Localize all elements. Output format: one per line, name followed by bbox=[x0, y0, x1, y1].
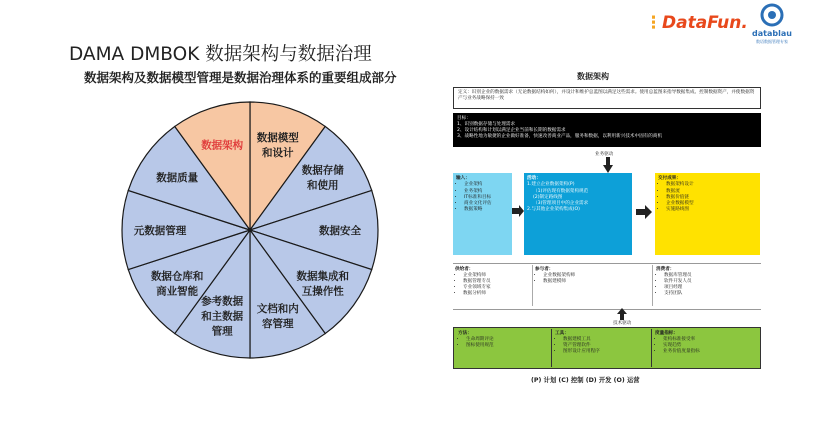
technical-driver-arrow bbox=[617, 308, 627, 320]
methods-tools-metrics-box bbox=[453, 327, 761, 369]
output-item: • 数据价值链 bbox=[666, 195, 757, 201]
participant-item: • 数据建模师 bbox=[543, 279, 575, 285]
page-title: DAMA DMBOK 数据架构与数据治理 bbox=[69, 44, 372, 65]
wheel-segment-label: 数据安全 bbox=[319, 225, 361, 237]
activity-item: 2.与其他企业架构集成(O) bbox=[527, 207, 580, 213]
supplier-item: • 数据分析师 bbox=[463, 291, 491, 297]
output-item: • 企业数据模型 bbox=[666, 201, 757, 207]
page-subtitle: 数据架构及数据模型管理是数据治理体系的重要组成部分 bbox=[84, 70, 397, 85]
datablau-logo-text: datablau bbox=[752, 29, 792, 38]
output-item: • 数据架构设计 bbox=[666, 182, 757, 188]
divider bbox=[551, 329, 552, 367]
participants-title: 参与者： bbox=[535, 267, 554, 272]
wheel-segment-label: 数据架构 bbox=[201, 139, 244, 152]
wheel-segment-label: 元数据管理 bbox=[133, 225, 187, 237]
participants-column bbox=[535, 267, 575, 285]
suppliers-title: 供给者： bbox=[455, 267, 474, 272]
wheel-segment-label: 和使用 bbox=[307, 179, 339, 192]
activity-item: （3)管理项目中的企业需求 bbox=[533, 201, 589, 207]
outputs-title: 交付成果： bbox=[658, 176, 681, 181]
arrow-input-to-activity bbox=[512, 205, 524, 217]
supplier-item: • 数据管理专员 bbox=[463, 279, 491, 285]
methods-title: 方法： bbox=[458, 331, 472, 336]
goal-item: 2、设计结构和计划以满足企业当前和长期的数据需求 bbox=[457, 128, 566, 133]
stakeholders-row bbox=[453, 263, 761, 310]
participant-item: • 企业数据架构师 bbox=[543, 273, 575, 279]
data-governance-wheel bbox=[115, 95, 385, 365]
suppliers-column bbox=[455, 267, 491, 297]
datafun-logo-text: DataFun. bbox=[662, 13, 748, 33]
consumer-item: • 项目经理 bbox=[664, 285, 692, 291]
datablau-logo-tagline: 数语数据管理专家 bbox=[756, 39, 788, 44]
tool-item: • 资产管理软件 bbox=[563, 343, 600, 349]
wheel-segment-label: 数据质量 bbox=[156, 172, 199, 185]
goal-item: 1、识别数据存储与处理需求 bbox=[457, 122, 516, 127]
arrow-activity-to-output bbox=[636, 205, 652, 219]
input-item: • 业务架构 bbox=[464, 189, 509, 195]
tool-item: • 数据建模工具 bbox=[563, 337, 600, 343]
metric-item: • 架构标准接受率 bbox=[663, 337, 700, 343]
input-item: • 数据策略 bbox=[464, 207, 509, 213]
input-item: • 企业架构 bbox=[464, 182, 509, 188]
input-item: • 商业文化评估 bbox=[464, 201, 509, 207]
datablau-logo bbox=[747, 2, 797, 46]
wheel-hub bbox=[248, 228, 252, 232]
input-item: • IT标准和目标 bbox=[464, 195, 509, 201]
method-item: • 生命周期评论 bbox=[466, 337, 494, 343]
activity-item: （1)评估现有数据架构规范 bbox=[533, 188, 589, 194]
activities-title: 活动： bbox=[527, 176, 541, 181]
definition-box: 定义：识别企业的数据需求（无论数据结构如何），并设计和维护总蓝图以满足这些需求。使用总蓝图来指导数据集成、控制数据资产，并使数据资产与业务战略保持一致 bbox=[453, 87, 761, 109]
wheel-segment-label: 数据仓库和 bbox=[150, 270, 204, 283]
tools-title: 工具： bbox=[555, 331, 569, 336]
wheel-segment-label: 商业智能 bbox=[156, 285, 199, 298]
activity-item: (2)制定路线图 bbox=[533, 194, 563, 200]
outputs-box bbox=[655, 173, 760, 255]
wheel-segment-label: 管理 bbox=[211, 325, 233, 338]
tool-item: • 图形设计应用程序 bbox=[563, 349, 600, 355]
datablau-logo-icon bbox=[747, 2, 797, 30]
wheel-segment-label: 数据集成和 bbox=[296, 270, 350, 283]
supplier-item: • 企业架构师 bbox=[463, 273, 491, 279]
consumers-title: 消费者： bbox=[656, 267, 675, 272]
metrics-column bbox=[655, 331, 700, 355]
output-item: • 数据流 bbox=[666, 189, 757, 195]
metrics-title: 度量指标： bbox=[655, 331, 678, 336]
metric-item: • 业务价值度量指标 bbox=[663, 349, 700, 355]
method-item: • 图标使用规范 bbox=[466, 343, 494, 349]
goals-box bbox=[453, 113, 761, 147]
technical-driver-label: 技术驱动 bbox=[613, 321, 632, 326]
tools-column bbox=[555, 331, 600, 355]
wheel-segment-label: 参考数据 bbox=[201, 295, 244, 308]
wheel-segment-label: 容管理 bbox=[262, 318, 294, 331]
wheel-segment-label: 文档和内 bbox=[256, 303, 299, 316]
business-driver-label: 业务驱动 bbox=[595, 152, 614, 157]
divider bbox=[532, 265, 533, 306]
consumer-item: • 软件开发人员 bbox=[664, 279, 692, 285]
supplier-item: • 专业领域专家 bbox=[463, 285, 491, 291]
wheel-segment-label: 数据模型 bbox=[256, 131, 299, 144]
wheel-segment-label: 数据存储 bbox=[301, 164, 344, 177]
output-item: • 实施路线图 bbox=[666, 207, 757, 213]
wheel-segment-label: 和设计 bbox=[262, 146, 294, 159]
datafun-logo-mark: ⋮ bbox=[645, 13, 662, 33]
consumer-item: • 支持团队 bbox=[664, 291, 692, 297]
divider bbox=[651, 329, 652, 367]
inputs-title: 输入： bbox=[456, 176, 470, 181]
consumers-column bbox=[656, 267, 692, 297]
activities-box bbox=[524, 173, 632, 255]
metric-item: • 实现趋势 bbox=[663, 343, 700, 349]
methods-column bbox=[458, 331, 494, 349]
goal-item: 3、战略性地为敏捷的企业做好准备，快速改善商业产品，服务和数据，以利用新兴技术中固有的商机 bbox=[457, 134, 663, 139]
business-driver-arrow bbox=[603, 157, 613, 173]
wheel-segment-label: 互操作性 bbox=[301, 285, 344, 298]
divider bbox=[652, 265, 653, 306]
datafun-logo bbox=[645, 13, 748, 33]
goals-title: 目标： bbox=[457, 116, 471, 121]
framework-title: 数据架构 bbox=[577, 72, 609, 81]
activity-item: 1.建立企业数据架构(P) bbox=[527, 182, 575, 188]
inputs-box bbox=[453, 173, 512, 255]
consumer-item: • 数据库管理员 bbox=[664, 273, 692, 279]
activity-legend: (P) 计划 (C) 控制 (D) 开发 (O) 运营 bbox=[531, 377, 640, 384]
wheel-segment-label: 和主数据 bbox=[201, 310, 244, 323]
